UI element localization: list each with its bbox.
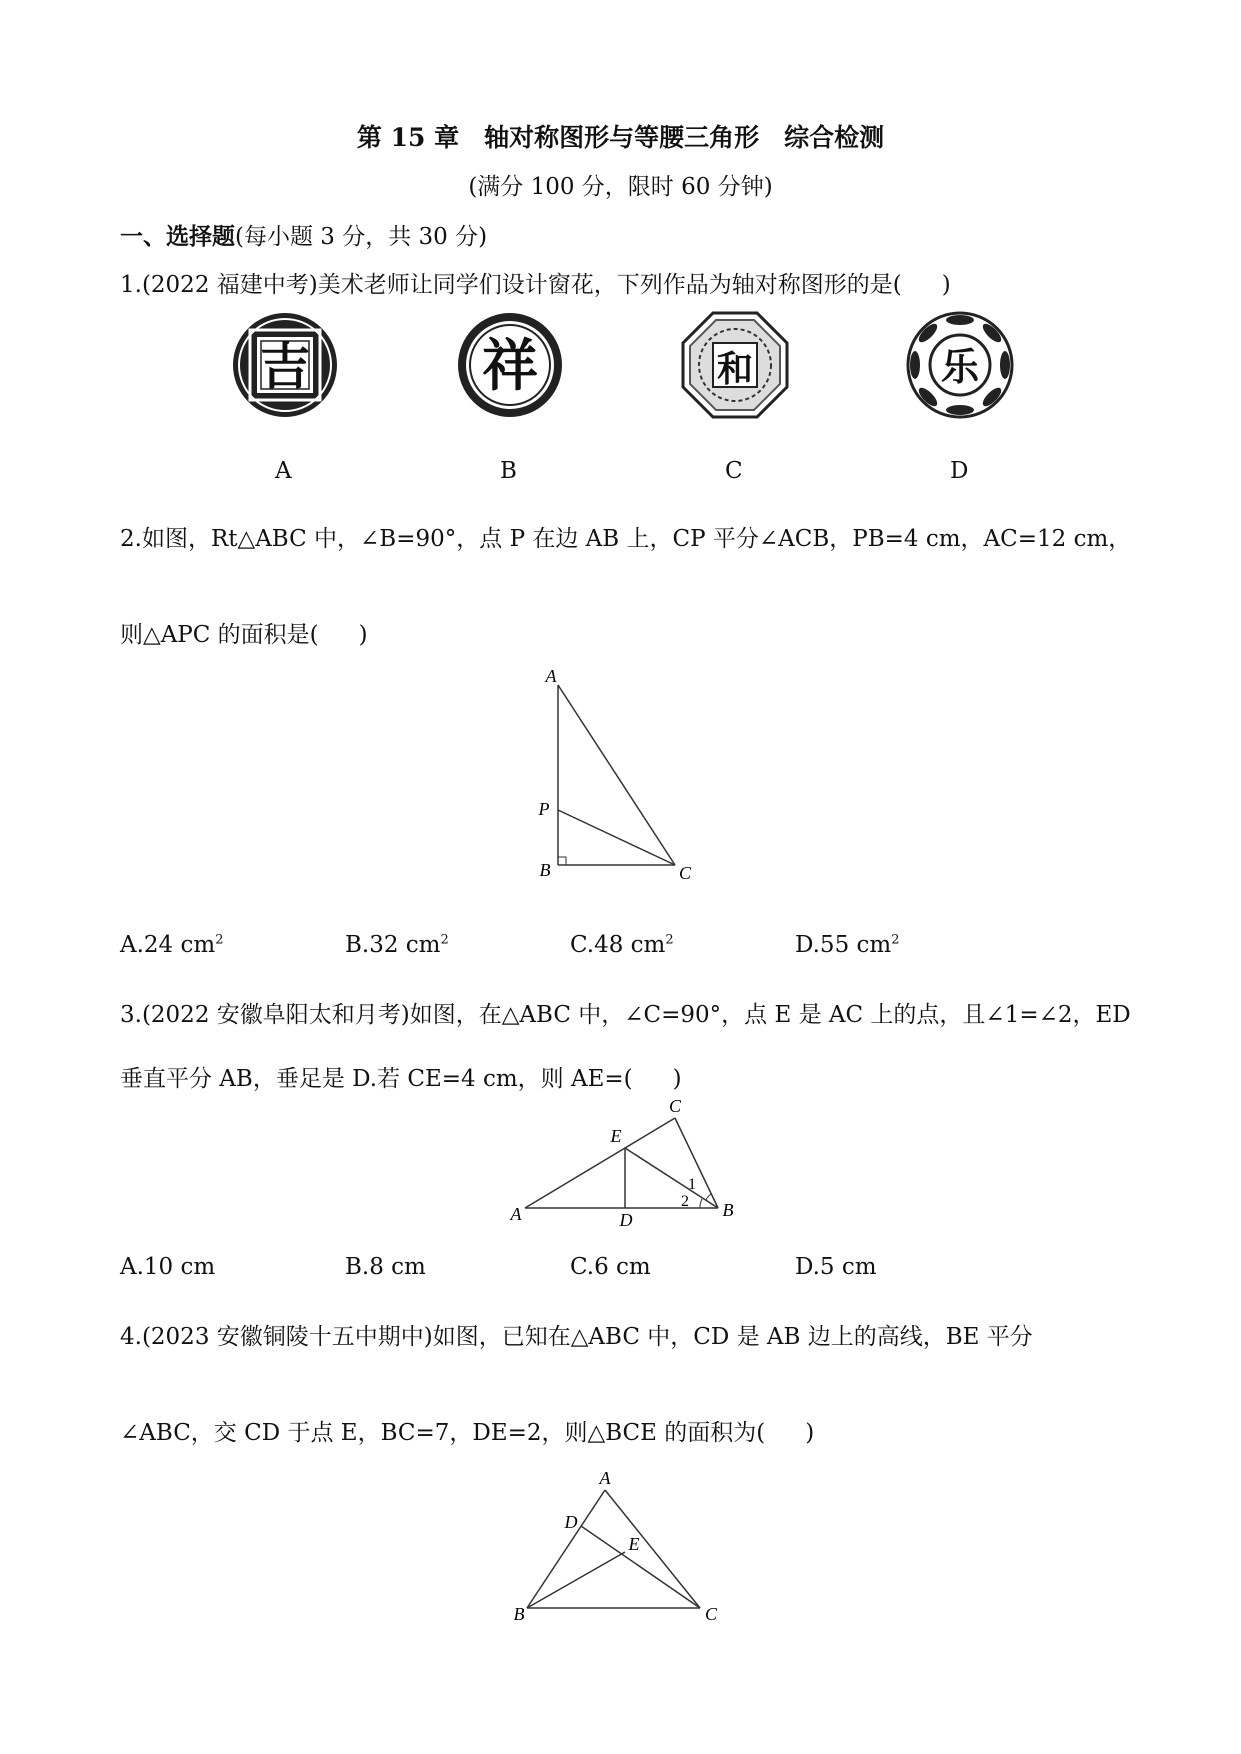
paren-close: ) bbox=[672, 1066, 682, 1092]
q2-option-a: A.24 $cm^2$ bbox=[120, 932, 224, 958]
q1-label-a: A bbox=[275, 458, 292, 484]
q3-option-b: B.8 cm bbox=[345, 1254, 426, 1280]
page-title: 第 15 章 轴对称图形与等腰三角形 综合检测 bbox=[356, 123, 885, 152]
question-2-line-1: 2.如图，Rt△ABC 中，∠B=90°，点 P 在边 AB 上，CP 平分∠ACB，PB=4 cm，AC=12 cm， bbox=[120, 526, 1132, 552]
point-e-label: E bbox=[628, 1534, 640, 1554]
point-c-label: C bbox=[704, 1604, 718, 1624]
point-c-label: C bbox=[668, 1098, 682, 1116]
section-label: 一、选择题 bbox=[120, 223, 235, 250]
paren-close: ) bbox=[805, 1420, 815, 1446]
section-heading bbox=[120, 218, 487, 251]
q1-label-b: B bbox=[500, 458, 517, 484]
q2-option-d: D.55 $cm^2$ bbox=[795, 932, 900, 958]
point-d-label: D bbox=[564, 1512, 578, 1532]
question-4-line-1: 4.(2023 安徽铜陵十五中期中)如图，已知在△ABC 中，CD 是 AB 边上的高线，BE 平分 bbox=[120, 1324, 1033, 1350]
question-3-line-1: 3.(2022 安徽阜阳太和月考)如图，在△ABC 中，∠C=90°，点 E 是 AC 上的点，且∠1=∠2，ED bbox=[120, 1002, 1131, 1028]
question-1-stem: 1.(2022 福建中考)美术老师让同学们设计窗花，下列作品为轴对称图形的是( bbox=[120, 272, 902, 298]
q2-triangle-figure bbox=[530, 665, 710, 895]
paren-close: ) bbox=[358, 622, 368, 648]
q3-option-d: D.5 cm bbox=[795, 1254, 877, 1280]
q3-triangle-figure bbox=[500, 1098, 750, 1230]
section-note: (每小题 3 分，共 30 分) bbox=[235, 224, 488, 250]
point-d-label: D bbox=[619, 1210, 633, 1230]
point-e-label: E bbox=[610, 1126, 622, 1146]
question-2-stem: 则△APC 的面积是( bbox=[120, 622, 319, 648]
point-b-label: B bbox=[539, 860, 551, 880]
he-window-flower-icon bbox=[680, 310, 790, 420]
q3-option-c: C.6 cm bbox=[570, 1254, 651, 1280]
ji-window-flower-icon bbox=[230, 310, 340, 420]
question-4-stem: ∠ABC，交 CD 于点 E，BC=7，DE=2，则△BCE 的面积为( bbox=[120, 1420, 766, 1446]
question-4-line-2 bbox=[120, 1414, 814, 1447]
question-3-line-2 bbox=[120, 1060, 682, 1093]
paren-close: ) bbox=[941, 272, 951, 298]
flower-char: 祥 bbox=[482, 334, 538, 399]
xiang-window-flower-icon bbox=[455, 310, 565, 420]
q2-option-b: B.32 $cm^2$ bbox=[345, 932, 449, 958]
point-c-label: C bbox=[678, 863, 692, 883]
q3-option-a: A.10 cm bbox=[120, 1254, 216, 1280]
angle-2-label: 2 bbox=[681, 1193, 689, 1210]
flower-char: 和 bbox=[716, 349, 754, 390]
q1-label-c: C bbox=[725, 458, 743, 484]
angle-1-label: 1 bbox=[688, 1176, 696, 1193]
point-a-label: A bbox=[599, 1468, 611, 1488]
q4-triangle-figure bbox=[505, 1468, 745, 1628]
q2-option-c: C.48 $cm^2$ bbox=[570, 932, 674, 958]
flower-char: 乐 bbox=[940, 345, 980, 389]
point-p-label: P bbox=[538, 799, 550, 819]
question-1-text bbox=[120, 266, 951, 299]
le-window-flower-icon bbox=[905, 310, 1015, 420]
exam-subtitle: (满分 100 分，限时 60 分钟) bbox=[468, 174, 773, 200]
q1-label-d: D bbox=[950, 458, 969, 484]
flower-char: 吉 bbox=[260, 338, 310, 396]
point-b-label: B bbox=[722, 1200, 734, 1220]
point-b-label: B bbox=[513, 1604, 525, 1624]
question-3-stem: 垂直平分 AB，垂足是 D.若 CE=4 cm，则 AE=( bbox=[120, 1066, 633, 1092]
question-2-line-2 bbox=[120, 616, 368, 649]
point-a-label: A bbox=[510, 1204, 522, 1224]
point-a-label: A bbox=[545, 666, 557, 686]
